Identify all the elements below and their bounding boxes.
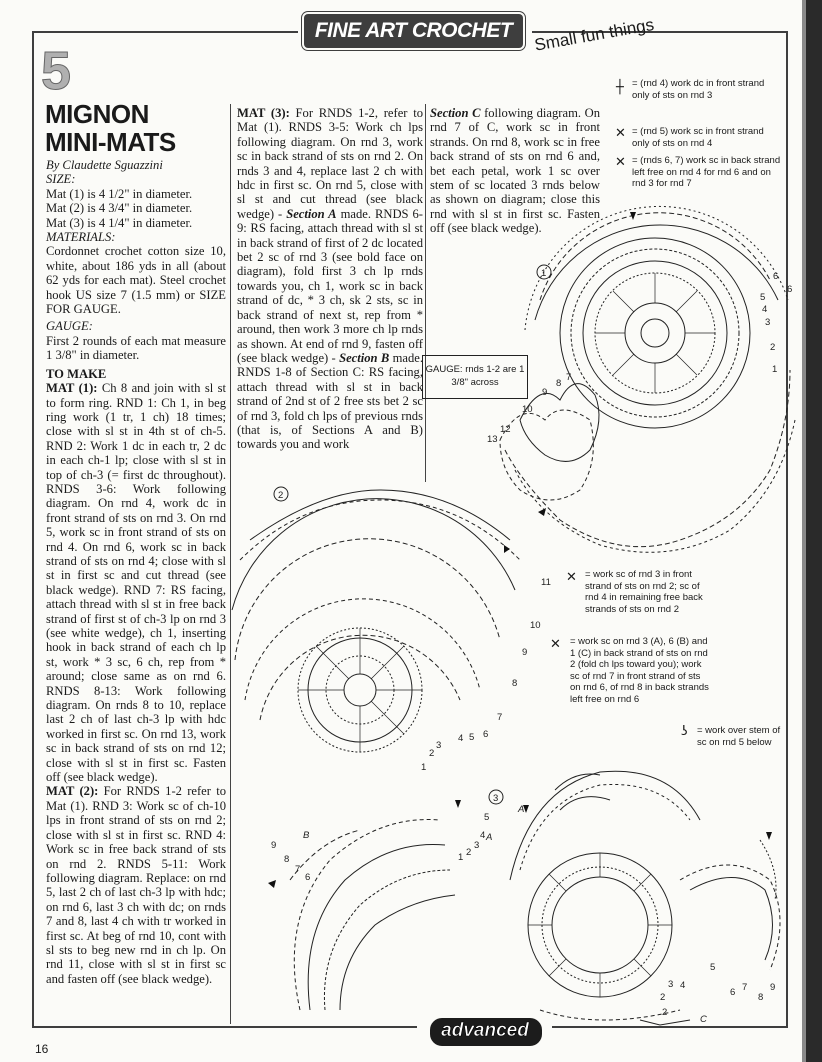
svg-text:5: 5 bbox=[469, 732, 475, 743]
gauge-box: GAUGE: rnds 1-2 are 1 3/8" across bbox=[422, 355, 528, 399]
legend-stem: = work over stem of sc on rnd 5 below bbox=[697, 725, 781, 748]
svg-text:10: 10 bbox=[522, 404, 533, 415]
svg-text:5: 5 bbox=[710, 962, 716, 973]
svg-text:6: 6 bbox=[773, 271, 779, 282]
svg-text:8: 8 bbox=[512, 678, 518, 689]
mat1-number: 1 bbox=[541, 268, 547, 279]
sc-symbol: ✕ bbox=[566, 570, 577, 585]
svg-text:9: 9 bbox=[522, 647, 528, 658]
svg-text:6: 6 bbox=[787, 284, 793, 295]
pattern-number: 5 bbox=[41, 41, 72, 101]
dc-front-strand-symbol: ┼ bbox=[616, 80, 624, 95]
size-line: Mat (2) is 4 3/4" in diameter. bbox=[46, 201, 193, 216]
size-line: Mat (1) is 4 1/2" in diameter. bbox=[46, 186, 193, 201]
svg-text:4: 4 bbox=[458, 733, 464, 744]
svg-text:11: 11 bbox=[541, 577, 551, 588]
svg-text:3: 3 bbox=[765, 317, 771, 328]
svg-text:8: 8 bbox=[758, 992, 764, 1003]
legend-rnd67: = (rnds 6, 7) work sc in back strand left free on rnd 4 for rnd 6 and on rnd 3 for rnd 7 bbox=[632, 155, 781, 189]
size-line: Mat (3) is 4 1/4" in diameter. bbox=[46, 215, 193, 230]
svg-text:8: 8 bbox=[284, 854, 290, 865]
pattern-title: MIGNON MINI-MATS bbox=[45, 99, 176, 157]
sc-front-strand-symbol: ✕ bbox=[615, 126, 626, 141]
mat2-instructions: MAT (2): For RNDS 1-2 refer to Mat (1). RND 3: Work sc of ch-10 lps in front strand of sts on rnd 2; close with sl st in first sc. RND 4: Work sc in free back strand of sts on rnd 2. RNDS 5-11: Work following diagram. Replace: on rnd 5, last 2 ch of last ch-3 lp with hdc; on rnd 6, last 3 ch with dc; on rnds 7 and 8, last 4 ch with tr worked in first sc. At beg of rnd 10, cont with sl sts to beg new rnd in ch lp. On rnd 11, close with sl st in first sc and fasten off (see black wedge). bbox=[46, 784, 226, 986]
page-number: 16 bbox=[35, 1042, 49, 1056]
svg-text:6: 6 bbox=[730, 987, 736, 998]
svg-text:7: 7 bbox=[295, 864, 301, 875]
sc-symbol: ✕ bbox=[550, 637, 561, 652]
svg-text:13: 13 bbox=[487, 434, 498, 445]
difficulty-badge: advanced bbox=[420, 1015, 550, 1047]
to-make-heading: TO MAKE bbox=[46, 366, 107, 381]
materials-text: Cordonnet crochet cotton size 10, white, about 186 yds in all (about 62 yds for each mat). Steel crochet hook US size 7 (1.5 mm) or SIZE FOR GAUGE. bbox=[46, 244, 226, 317]
sc-back-strand-symbol: ✕ bbox=[615, 155, 626, 170]
svg-text:A: A bbox=[518, 804, 525, 815]
svg-text:3: 3 bbox=[474, 840, 480, 851]
svg-text:2: 2 bbox=[660, 992, 666, 1003]
svg-text:6: 6 bbox=[483, 729, 489, 740]
svg-text:2: 2 bbox=[429, 748, 435, 759]
svg-text:9: 9 bbox=[271, 840, 277, 851]
svg-text:4: 4 bbox=[762, 304, 768, 315]
svg-text:12: 12 bbox=[500, 424, 511, 435]
mat3-instructions-cont: Section C following diagram. On rnd 7 of C, work sc in front strands. On rnd 8, work sc in free back strand of sts on rnd 6 and, bet each petal, work 1 sc over stem of sc located 3 rnds below as shown on diagram; close this rnd with sl st in first sc. Fasten off (see black wedge). bbox=[430, 106, 601, 236]
svg-text:5: 5 bbox=[760, 292, 766, 303]
svg-text:2: 2 bbox=[770, 342, 776, 353]
svg-text:1: 1 bbox=[421, 762, 427, 773]
legend-rnd4: = (rnd 4) work dc in front strand only of sts on rnd 3 bbox=[632, 78, 765, 101]
legend-rnd5: = (rnd 5) work sc in front strand only of sts on rnd 4 bbox=[632, 126, 764, 149]
materials-heading: MATERIALS: bbox=[46, 230, 116, 245]
magazine-name: FINE ART CROCHET bbox=[314, 19, 513, 42]
svg-text:2: 2 bbox=[662, 1007, 668, 1018]
svg-text:3: 3 bbox=[668, 979, 674, 990]
legend-mat2: = work sc of rnd 3 in front strand of sts on rnd 2; sc of rnd 4 in remaining free back strands of sts on rnd 2 bbox=[585, 569, 703, 615]
svg-text:7: 7 bbox=[497, 712, 503, 723]
svg-text:2: 2 bbox=[466, 847, 472, 858]
svg-text:C: C bbox=[700, 1014, 707, 1025]
svg-text:6: 6 bbox=[305, 872, 311, 883]
svg-text:4: 4 bbox=[480, 830, 486, 841]
section-name: Small fun things bbox=[533, 14, 656, 55]
svg-text:1: 1 bbox=[772, 364, 778, 375]
byline: By Claudette Sguazzini bbox=[46, 158, 163, 172]
svg-text:9: 9 bbox=[770, 982, 776, 993]
svg-text:3: 3 bbox=[436, 740, 442, 751]
stem-symbol: ʖ bbox=[681, 724, 688, 739]
svg-text:7: 7 bbox=[566, 372, 572, 383]
size-heading: SIZE: bbox=[46, 172, 76, 187]
svg-text:4: 4 bbox=[680, 980, 686, 991]
svg-text:1: 1 bbox=[458, 852, 464, 863]
mat2-number: 2 bbox=[278, 490, 284, 501]
svg-text:9: 9 bbox=[542, 387, 548, 398]
svg-text:5: 5 bbox=[484, 812, 490, 823]
mat1-instructions: MAT (1): Ch 8 and join with sl st to form ring. RND 1: Ch 1, in beg ring work (1 tr, 1 ch) 18 times; close with sl st in 4th st of ch-5. RND 2: Work 1 dc in each tr, 2 dc in each ch-1 lp; close with sl st in top of ch-3 (= first dc throughout). RNDS 3-6: Work following diagram. On rnd 4, work dc in front strand of sts on rnd 3. On rnd 5, work sc in front strand of sts on rnd 4. On rnd 6, work sc in back strand of sts on rnd 4; close with sl st in first sc and cut thread (see black wedge). RND 7: RS facing, attach thread with sl st in free back strand of first st of ch-3 lp on rnd 3 (see white wedge), ch 1, inserting hook in back strand of each ch lp st, work * 3 sc, 6 ch, rep from * around; close same as on rnd 6. RNDS 8-13: Work following diagram. On rnds 8 to 10, replace last 2 ch of last ch-3 lp with hdc worked in first sc. On rnd 13, work sc in back strand of sts on rnd 12; close with sl st in first sc. Fasten off (see black wedge). bbox=[46, 381, 226, 785]
gauge-heading: GAUGE: bbox=[46, 319, 93, 334]
svg-text:A: A bbox=[486, 832, 493, 843]
gauge-text: First 2 rounds of each mat measure 1 3/8" in diameter. bbox=[46, 333, 226, 363]
mat3-instructions: MAT (3): For RNDS 1-2, refer to Mat (1). RNDS 3-5: Work ch lps following diagram. On rnd 3, work sc in back strand of sts on rnd 2. On rnds 3 and 4, replace last 2 ch with hdc in first sc. On rnd 5, close with sl st and cut thread (see black wedge) - Section A made. RNDS 6-9: RS facing, attach thread with sl st in back strand of first of 2 dc located bet 2 sc of rnd 3 (see bold face on diagram), fold first 3 ch lp rnds towards you, ch 1, work sc in back strand of dc, * 3 ch, sk 2 sts, sc in back strand of next st, rep from * around, then work 3 more ch lp rnds as shown. At end of rnd 9, fasten off (see black wedge) - Section B made. RNDS 1-8 of Section C: RS facing, attach thread with sl st in back strand of 2nd st of 2 free sts bet 2 sc of rnd 3, fold ch lps of previous rnds (that is, of Sections A and B) towards you and work bbox=[237, 106, 423, 452]
mat3-number: 3 bbox=[493, 793, 499, 804]
legend-mat3: = work sc on rnd 3 (A), 6 (B) and 1 (C) in back strand of sts on rnd 2 (fold ch lps toward you); work sc of rnd 7 in front strand of sts on rnd 6, of rnd 8 in back strands left free on rnd 6 bbox=[570, 636, 709, 705]
svg-text:B: B bbox=[303, 830, 310, 841]
svg-text:10: 10 bbox=[530, 620, 541, 631]
svg-text:8: 8 bbox=[556, 378, 562, 389]
svg-text:7: 7 bbox=[742, 982, 748, 993]
